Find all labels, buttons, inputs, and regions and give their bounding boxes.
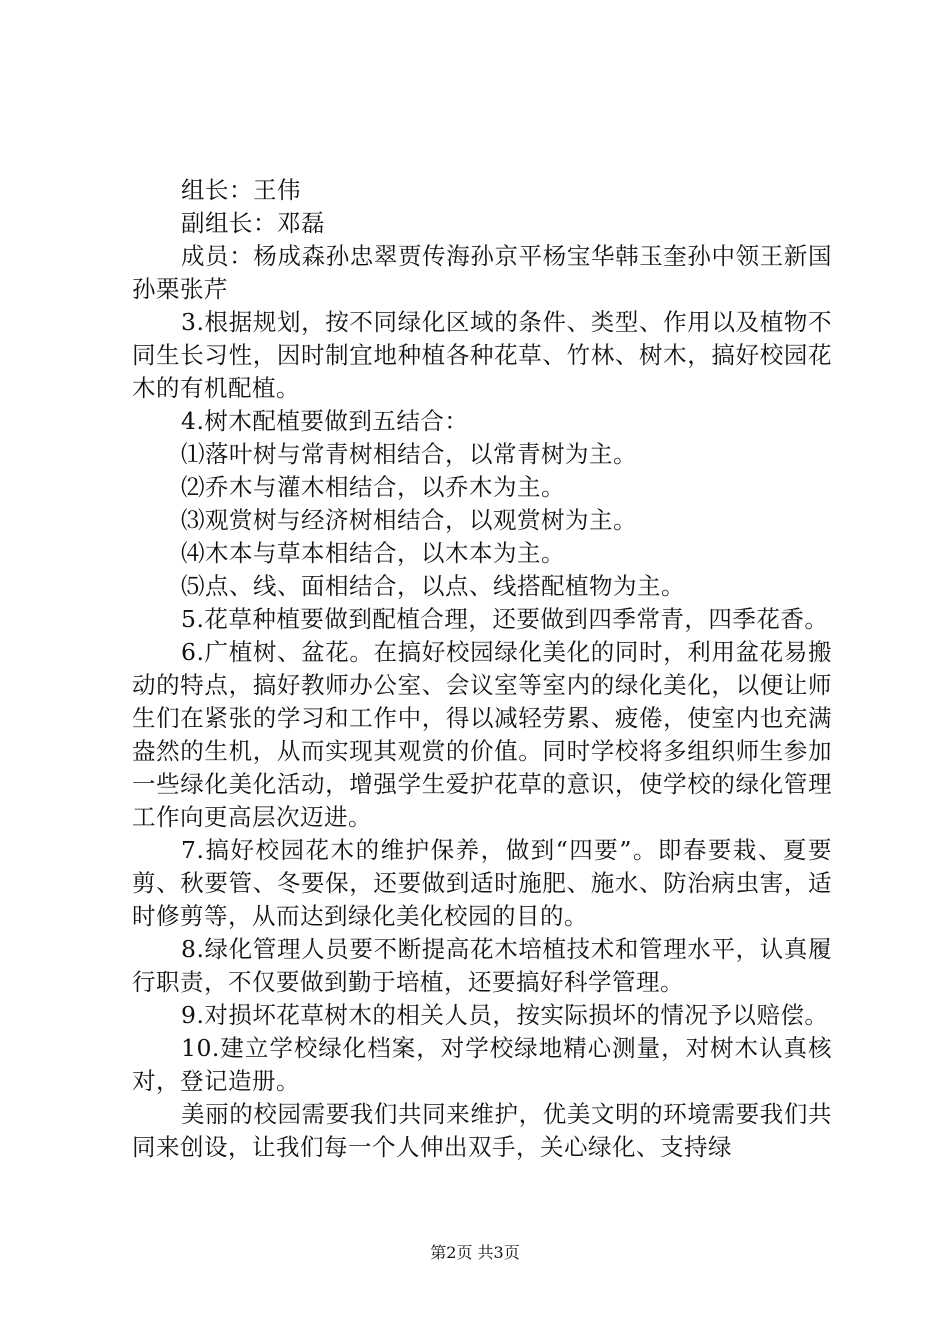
paragraph-deputy-leader: 副组长：邓磊 bbox=[181, 209, 325, 237]
paragraph-closing: 美丽的校园需要我们共同来维护，优美文明的环境需要我们共同来创设，让我们每一个人伸出双手，关心绿化、支持绿 bbox=[132, 1100, 832, 1161]
paragraph-leader: 组长：王伟 bbox=[181, 176, 301, 204]
paragraph-item-3: 3.根据规划，按不同绿化区域的条件、类型、作用以及植物不同生长习性，因时制宜地种植各种花草、竹林、树木，搞好校园花木的有机配植。 bbox=[132, 308, 832, 402]
paragraph-item-9: 9.对损坏花草树木的相关人员，按实际损坏的情况予以赔偿。 bbox=[181, 1001, 829, 1029]
page-number-footer: 第2页 共3页 bbox=[430, 1243, 520, 1262]
paragraph-subitem-4: ⑷木本与草本相结合，以木本为主。 bbox=[181, 539, 565, 567]
paragraph-item-5: 5.花草种植要做到配植合理，还要做到四季常青，四季花香。 bbox=[181, 605, 829, 633]
paragraph-item-7: 7.搞好校园花木的维护保养，做到“四要”。即春要栽、夏要剪、秋要管、冬要保，还要做到适时施肥、施水、防治病虫害，适时修剪等，从而达到绿化美化校园的目的。 bbox=[132, 836, 832, 930]
paragraph-subitem-5: ⑸点、线、面相结合，以点、线搭配植物为主。 bbox=[181, 572, 685, 600]
paragraph-subitem-1: ⑴落叶树与常青树相结合，以常青树为主。 bbox=[181, 440, 637, 468]
paragraph-item-10: 10.建立学校绿化档案，对学校绿地精心测量，对树木认真核对，登记造册。 bbox=[132, 1034, 832, 1095]
document-body bbox=[132, 174, 832, 1164]
paragraph-item-6: 6.广植树、盆花。在搞好校园绿化美化的同时，利用盆花易搬动的特点，搞好教师办公室、会议室等室内的绿化美化，以便让师生们在紧张的学习和工作中，得以减轻劳累、疲倦，使室内也充满盎然的生机，从而实现其观赏的价值。同时学校将多组织师生参加一些绿化美化活动，增强学生爱护花草的意识，使学校的绿化管理工作向更高层次迈进。 bbox=[132, 638, 832, 831]
paragraph-subitem-2: ⑵乔木与灌木相结合，以乔木为主。 bbox=[181, 473, 565, 501]
paragraph-item-4: 4.树木配植要做到五结合： bbox=[181, 407, 469, 435]
paragraph-subitem-3: ⑶观赏树与经济树相结合，以观赏树为主。 bbox=[181, 506, 637, 534]
paragraph-item-8: 8.绿化管理人员要不断提高花木培植技术和管理水平，认真履行职责，不仅要做到勤于培植，还要搞好科学管理。 bbox=[132, 935, 832, 996]
paragraph-members: 成员：杨成森孙忠翠贾传海孙京平杨宝华韩玉奎孙中领王新国孙栗张芹 bbox=[132, 242, 832, 303]
